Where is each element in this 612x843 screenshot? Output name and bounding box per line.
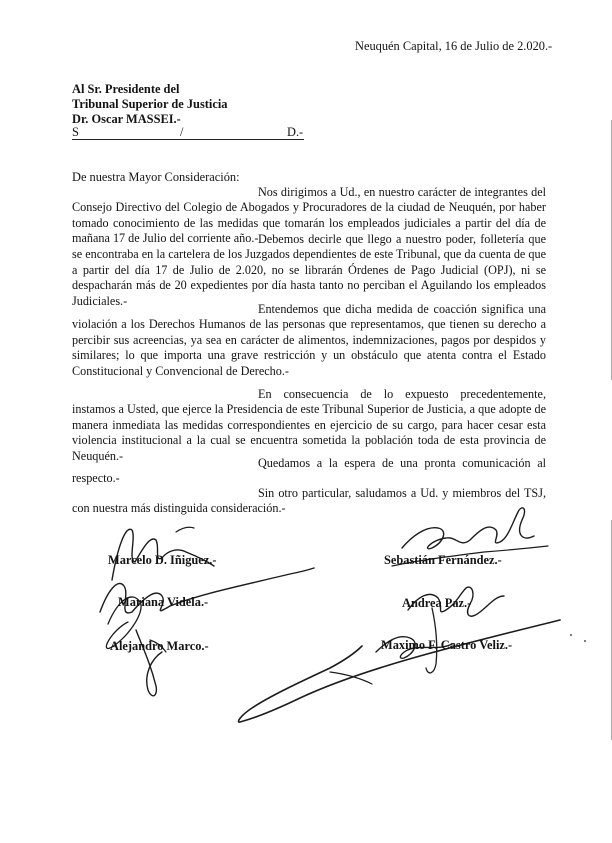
paragraph-3: Entendemos que dicha medida de coacción significa una violación a los Derechos Humanos de las personas que representamos, que tienen su derecho a percibir sus acreencias, ya sea en carácter de alimentos, indemnizaciones, pagos por despidos y similares; lo que importa una grave restricción y un obstáculo que atenta contra el Estado Constitucional y Convencional de Derecho.-: [72, 302, 546, 378]
paragraph-4: En consecuencia de lo expuesto precedentemente, instamos a Usted, que ejerce la Presidencia de este Tribunal Superior de Justicia, a que adopte de manera inmediata las medidas correspondientes en ejercicio de su cargo, para hacer cesar esta violencia institucional a la cual se encuentra sometida la población toda de esta provincia de Neuquén.-: [72, 387, 546, 463]
signatory-videla: Mariana Videla.-: [118, 595, 209, 609]
greeting: De nuestra Mayor Consideración:: [72, 170, 240, 184]
signatory-fernandez: Sebastián Fernández.-: [384, 553, 502, 567]
signatory-castro: Maximo F. Castro Veliz.-: [381, 638, 513, 652]
date-line: Neuquén Capital, 16 de Julio de 2.020.-: [355, 39, 553, 53]
paragraph-6: Sin otro particular, saludamos a Ud. y miembros del TSJ, con nuestra más distinguida consideración.-: [72, 486, 546, 516]
paragraph-2: Debemos decirle que llego a nuestro poder, folletería que se encontraba en la cartelera de los Juzgados dependientes de este Tribunal, que da cuenta de que a partir del día 17 de Julio de 2.020, no se librarán Órdenes de Pago Judicial (OPJ), ni se despacharán más de 20 expedientes por día hasta tanto no perciban el Aguilando los empleados Judiciales.-: [72, 232, 546, 308]
signature-fernandez: [402, 508, 534, 549]
addressee-d-label: D.-: [287, 125, 304, 139]
signatory-paz: Andrea Paz.-: [402, 596, 472, 610]
addressee-line-1: Al Sr. Presidente del: [72, 82, 180, 96]
addressee-slash: /: [180, 125, 184, 139]
paragraph-5: Quedamos a la espera de una pronta comunicación al respecto.-: [72, 456, 546, 486]
paragraph-1: Nos dirigimos a Ud., en nuestro carácter de integrantes del Consejo Directivo del Colegio de Abogados y Procuradores de la ciudad de Neuquén, por haber tomado conocimiento de las medidas que tomarán los empleados judiciales a partir del día de mañana 17 de Julio del corriente año.-: [72, 185, 546, 246]
signatory-marco: Alejandro Marco.-: [110, 639, 209, 653]
signatory-iniguez: Marcelo D. Iñiguez.-: [108, 553, 217, 567]
signature-sweep: [239, 620, 561, 722]
addressee-s-label: S: [72, 125, 79, 139]
addressee-line-3: Dr. Oscar MASSEI.-: [72, 112, 181, 126]
scan-speck: [570, 634, 572, 636]
addressee-line-2: Tribunal Superior de Justicia: [72, 97, 228, 111]
scan-speck: [584, 640, 586, 642]
